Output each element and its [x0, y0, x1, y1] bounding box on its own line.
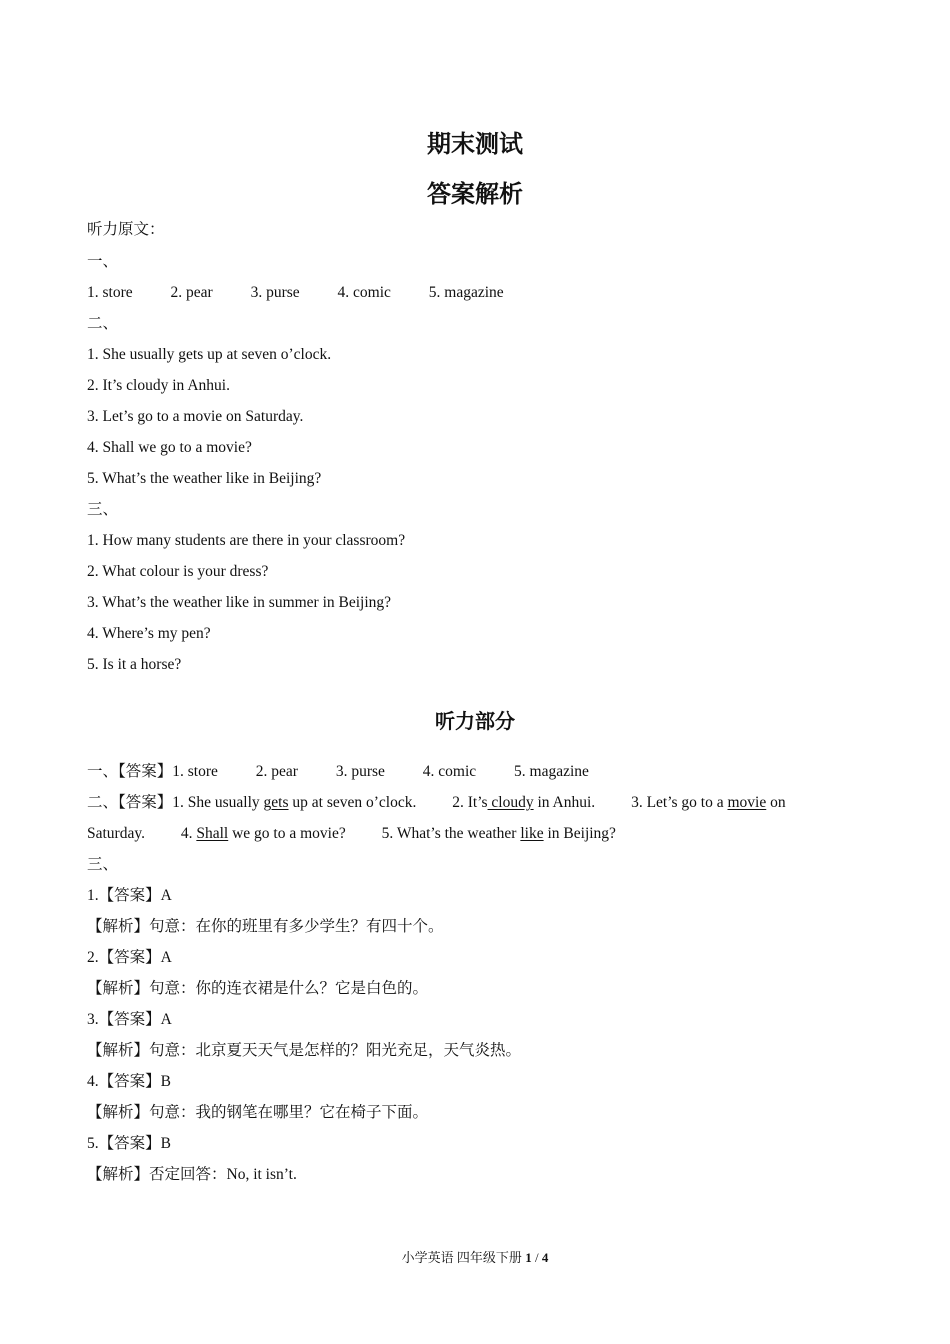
answer-text: 1. She usually — [172, 794, 264, 811]
transcript-section-3-label: 三、 — [87, 501, 119, 518]
answer-text: we go to a movie? — [228, 825, 346, 842]
transcript-heading: 听力原文： — [87, 221, 165, 238]
explanation-item: 【解析】句意：北京夏天天气是怎样的？阳光充足，天气炎热。 — [87, 1042, 522, 1059]
section-heading-listening: 听力部分 — [435, 709, 515, 733]
answer-word: 4. comic — [422, 763, 477, 780]
answer-item: 3.【答案】A — [87, 1011, 172, 1028]
answer-item: 1.【答案】A — [87, 887, 172, 904]
explanation-item: 【解析】否定回答：No, it isn’t. — [87, 1166, 297, 1183]
transcript-word: 2. pear — [170, 284, 213, 301]
answer-section-2 — [87, 793, 786, 813]
answer-underlined: movie — [727, 794, 767, 811]
answer-section-1 — [87, 762, 589, 782]
transcript-word: 3. purse — [250, 284, 300, 301]
transcript-question: 1. How many students are there in your classroom? — [87, 532, 406, 549]
transcript-question: 2. What colour is your dress? — [87, 563, 269, 580]
answer-prefix: 二、【答案】 — [87, 794, 173, 811]
answer-text: up at seven o’clock. — [288, 794, 417, 811]
answer-word: 2. pear — [255, 763, 298, 780]
transcript-question: 4. Where’s my pen? — [87, 625, 211, 642]
transcript-word: 5. magazine — [428, 284, 504, 301]
answer-underlined: Shall — [196, 825, 229, 842]
transcript-section-1-words — [87, 283, 504, 303]
page-total: 4 — [541, 1250, 549, 1265]
transcript-word: 4. comic — [337, 284, 391, 301]
answer-word: 5. magazine — [514, 763, 589, 780]
answer-text: 3. Let’s go to a — [631, 794, 728, 811]
transcript-section-2-label: 二、 — [87, 315, 119, 332]
explanation-item: 【解析】句意：我的钢笔在哪里？它在椅子下面。 — [87, 1104, 429, 1121]
answer-underlined: gets — [263, 794, 289, 811]
explanation-item: 【解析】句意：在你的班里有多少学生？有四十个。 — [87, 918, 444, 935]
transcript-question: 3. What’s the weather like in summer in Beijing? — [87, 594, 392, 611]
answer-section-3-label: 三、 — [87, 856, 119, 873]
page-title: 期末测试 — [427, 130, 523, 158]
transcript-word: 1. store — [87, 284, 133, 301]
transcript-sentence: 4. Shall we go to a movie? — [87, 439, 252, 456]
transcript-sentence: 1. She usually gets up at seven o’clock. — [87, 346, 332, 363]
transcript-question: 5. Is it a horse? — [87, 656, 182, 673]
answer-prefix: 一、【答案】 — [87, 763, 173, 780]
answer-text: in Anhui. — [533, 794, 596, 811]
answer-item: 5.【答案】B — [87, 1135, 171, 1152]
page-subtitle: 答案解析 — [427, 180, 523, 208]
answer-item: 4.【答案】B — [87, 1073, 171, 1090]
answer-word: 1. store — [172, 763, 218, 780]
footer-text: 小学英语 四年级下册 — [401, 1250, 526, 1265]
answer-text: 5. What’s the weather — [381, 825, 521, 842]
answer-underlined: like — [520, 825, 544, 842]
transcript-section-1-label: 一、 — [87, 253, 119, 270]
explanation-item: 【解析】句意：你的连衣裙是什么？它是白色的。 — [87, 980, 429, 997]
transcript-sentence: 2. It’s cloudy in Anhui. — [87, 377, 230, 394]
answer-underlined: cloudy — [487, 794, 534, 811]
transcript-sentence: 3. Let’s go to a movie on Saturday. — [87, 408, 304, 425]
page-number: 1 — [525, 1250, 532, 1265]
answer-text: Saturday. — [87, 825, 145, 842]
answer-text: 4. — [180, 825, 197, 842]
answer-section-2-continued — [87, 824, 616, 844]
answer-text: 2. It’s — [452, 794, 488, 811]
answer-word: 3. purse — [335, 763, 385, 780]
answer-text: in Beijing? — [543, 825, 616, 842]
page-separator: / — [531, 1250, 542, 1265]
answer-item: 2.【答案】A — [87, 949, 172, 966]
page-footer — [0, 1247, 950, 1266]
answer-text: on — [766, 794, 786, 811]
transcript-sentence: 5. What’s the weather like in Beijing? — [87, 470, 322, 487]
